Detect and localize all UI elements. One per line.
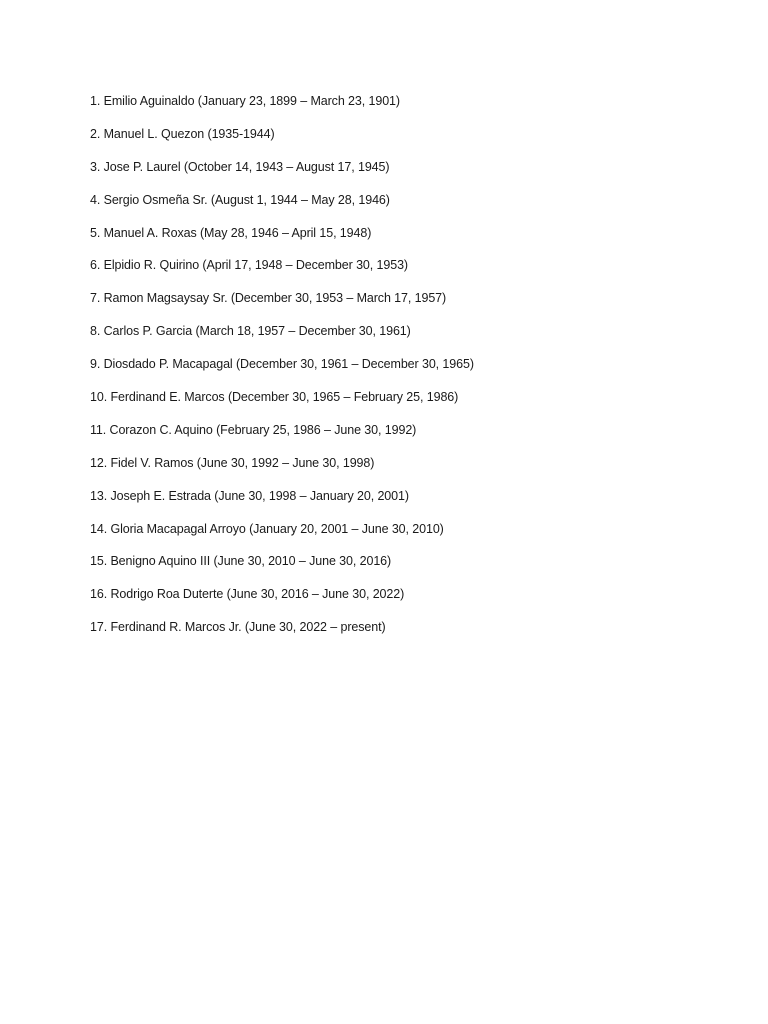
list-item: 2. Manuel L. Quezon (1935-1944) bbox=[90, 126, 275, 141]
list-item: 13. Joseph E. Estrada (June 30, 1998 – January 20, 2001) bbox=[90, 488, 409, 503]
list-item: 17. Ferdinand R. Marcos Jr. (June 30, 2022 – present) bbox=[90, 620, 386, 635]
list-item: 11. Corazon C. Aquino (February 25, 1986 – June 30, 1992) bbox=[90, 422, 417, 437]
list-item: 4. Sergio Osmeña Sr. (August 1, 1944 – May 28, 1946) bbox=[90, 192, 390, 207]
list-item: 16. Rodrigo Roa Duterte (June 30, 2016 – June 30, 2022) bbox=[90, 587, 405, 602]
list-item: 6. Elpidio R. Quirino (April 17, 1948 – December 30, 1953) bbox=[90, 258, 408, 273]
list-item: 8. Carlos P. Garcia (March 18, 1957 – December 30, 1961) bbox=[90, 324, 411, 339]
list-item: 15. Benigno Aquino III (June 30, 2010 – June 30, 2016) bbox=[90, 554, 392, 569]
list-item: 14. Gloria Macapagal Arroyo (January 20, 2001 – June 30, 2010) bbox=[90, 521, 444, 536]
list-item: 9. Diosdado P. Macapagal (December 30, 1961 – December 30, 1965) bbox=[90, 357, 474, 372]
list-item: 1. Emilio Aguinaldo (January 23, 1899 – March 23, 1901) bbox=[90, 94, 400, 108]
presidents-list bbox=[90, 93, 474, 652]
list-item: 10. Ferdinand E. Marcos (December 30, 1965 – February 25, 1986) bbox=[90, 390, 459, 405]
list-item: 3. Jose P. Laurel (October 14, 1943 – August 17, 1945) bbox=[90, 159, 390, 174]
list-item: 7. Ramon Magsaysay Sr. (December 30, 1953 – March 17, 1957) bbox=[90, 291, 447, 306]
list-item: 12. Fidel V. Ramos (June 30, 1992 – June 30, 1998) bbox=[90, 455, 375, 470]
list-item: 5. Manuel A. Roxas (May 28, 1946 – April 15, 1948) bbox=[90, 225, 372, 240]
